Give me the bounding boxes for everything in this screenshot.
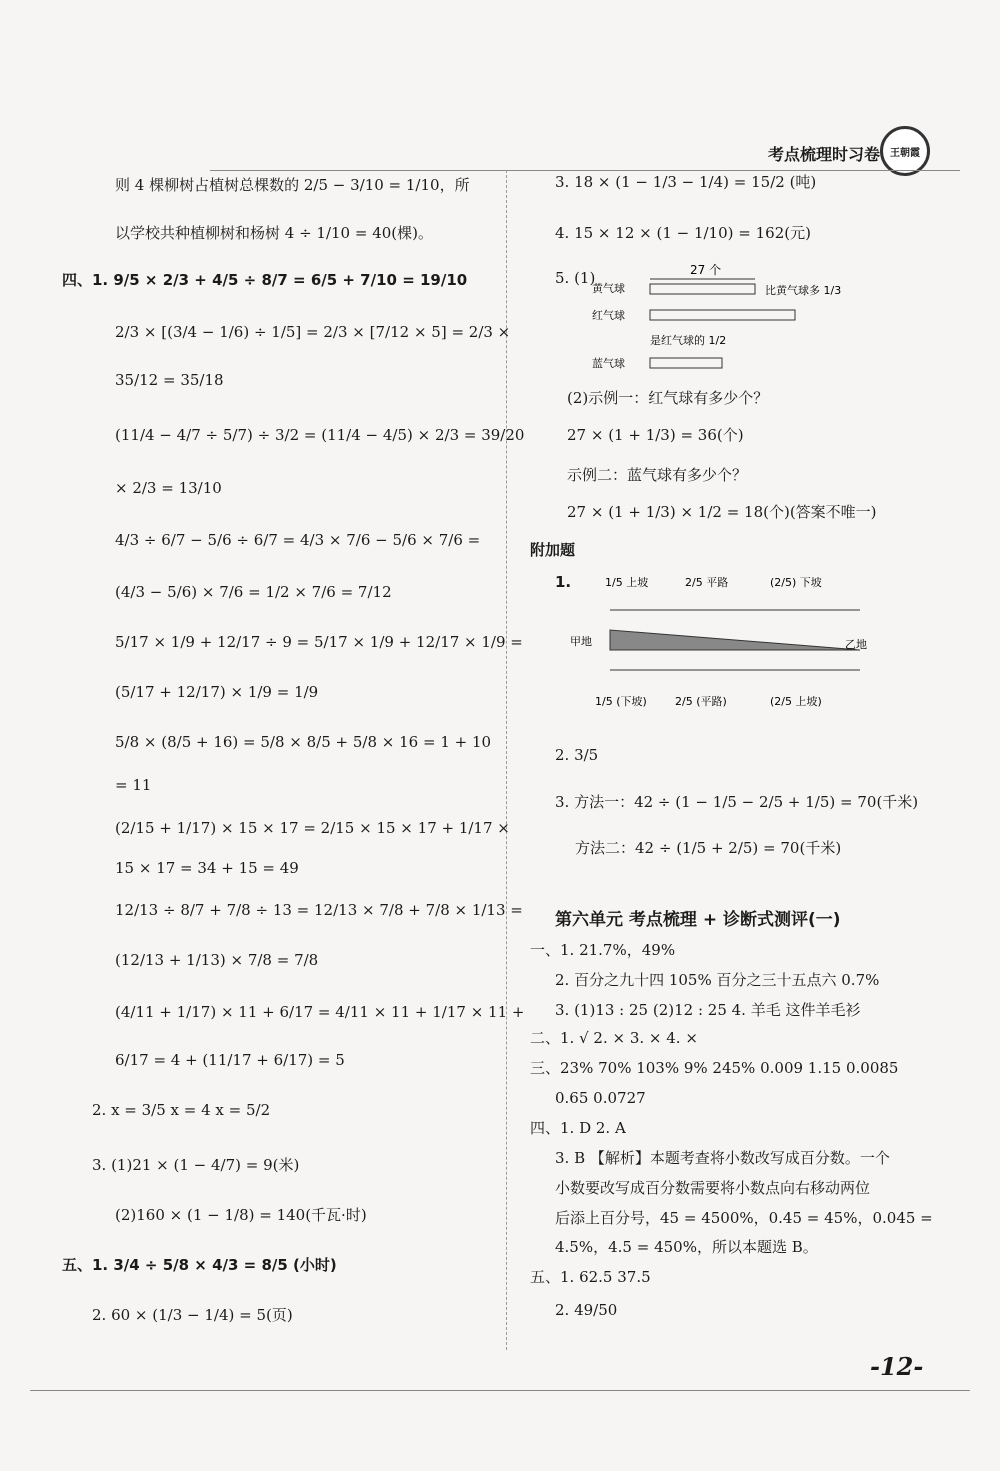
- s5-1: 五、1. 62.5 37.5: [530, 1268, 651, 1286]
- q4-1b: 2/3 × [(3/4 − 1/6) ÷ 1/5] = 2/3 × [7/12 × 5] = 2/3 ×: [115, 323, 511, 341]
- d2-e: 2/5 (平路): [675, 695, 727, 708]
- page-number: -12-: [870, 1352, 924, 1381]
- r5-2d: 27 × (1 + 1/3) × 1/2 = 18(个)(答案不唯一): [567, 503, 877, 521]
- q5-1: 五、1. 3/4 ÷ 5/8 × 4/3 = 8/5 (小时): [62, 1256, 337, 1274]
- r3: 3. 18 × (1 − 1/3 − 1/4) = 15/2 (吨): [555, 173, 817, 191]
- q4-1h: 5/17 × 1/9 + 12/17 ÷ 9 = 5/17 × 1/9 + 12/17 × 1/9 =: [115, 633, 523, 651]
- r5-2c: 示例二：蓝气球有多少个？: [567, 466, 748, 484]
- d2-end: 乙地: [845, 638, 867, 651]
- extra-1: 1.: [555, 573, 572, 591]
- q4-3b: (2)160 × (1 − 1/8) = 140(千瓦·时): [115, 1206, 367, 1224]
- q4-1p: (4/11 + 1/17) × 11 + 6/17 = 4/11 × 11 + 1/17 × 11 +: [115, 1003, 525, 1021]
- q4-1j: 5/8 × (8/5 + 16) = 5/8 × 8/5 + 5/8 × 16 = 1 + 10: [115, 733, 492, 751]
- header-title: 考点梳理时习卷: [767, 145, 880, 164]
- s4-3d: 4.5%，4.5 = 450%，所以本题选 B。: [555, 1238, 818, 1256]
- q4-1i: (5/17 + 12/17) × 1/9 = 1/9: [115, 683, 319, 701]
- q4-1a: 四、1. 9/5 × 2/3 + 4/5 ÷ 8/7 = 6/5 + 7/10 = 19/10: [62, 271, 468, 289]
- d1-half: 是红气球的 1/2: [650, 334, 727, 347]
- r5-2a: (2)示例一：红气球有多少个？: [567, 389, 769, 407]
- q4-1l: (2/15 + 1/17) × 15 × 17 = 2/15 × 15 × 17 + 1/17 ×: [115, 819, 510, 837]
- e3a: 3. 方法一：42 ÷ (1 − 1/5 − 2/5 + 1/5) = 70(千米): [555, 793, 919, 811]
- s1-1: 一、1. 21.7%，49%: [530, 941, 676, 959]
- s3a: 三、23% 70% 103% 9% 245% 0.009 1.15 0.0085: [530, 1059, 899, 1077]
- q4-1q: 6/17 = 4 + (11/17 + 6/17) = 5: [115, 1051, 345, 1069]
- q4-1c: 35/12 = 35/18: [115, 371, 224, 389]
- q4-1f: 4/3 ÷ 6/7 − 5/6 ÷ 6/7 = 4/3 × 7/6 − 5/6 × 7/6 =: [115, 531, 481, 549]
- s4-1: 四、1. D 2. A: [530, 1119, 626, 1137]
- page-header: [640, 110, 960, 165]
- left-line: 以学校共种植柳树和杨树 4 ÷ 1/10 = 40(棵)。: [115, 224, 433, 242]
- d1-yellow: 黄气球: [592, 282, 625, 295]
- left-line: 则 4 棵柳树占植树总棵数的 2/5 − 3/10 = 1/10，所: [115, 176, 470, 194]
- d2-b: 2/5 平路: [685, 576, 729, 589]
- column-divider: [506, 170, 507, 1350]
- s3b: 0.65 0.0727: [555, 1089, 646, 1107]
- s2: 二、1. √ 2. × 3. × 4. ×: [530, 1029, 698, 1047]
- extra-title: 附加题: [530, 541, 576, 559]
- d1-top: 27 个: [690, 263, 722, 277]
- unit6-title: 第六单元 考点梳理 + 诊断式测评(一): [555, 910, 841, 930]
- d2-start: 甲地: [570, 635, 592, 648]
- q4-1e: × 2/3 = 13/10: [115, 479, 222, 497]
- d1-more: 比黄气球多 1/3: [765, 284, 842, 297]
- r4: 4. 15 × 12 × (1 − 1/10) = 162(元): [555, 224, 811, 242]
- d2-d: 1/5 (下坡): [595, 695, 647, 708]
- d1-red: 红气球: [592, 309, 625, 322]
- s4-3b: 小数要改写成百分数需要将小数点向右移动两位: [555, 1179, 871, 1197]
- q4-1k: = 11: [115, 776, 152, 794]
- s4-3c: 后添上百分号，45 = 4500%，0.45 = 45%，0.045 =: [555, 1209, 933, 1227]
- q4-1n: 12/13 ÷ 8/7 + 7/8 ÷ 13 = 12/13 × 7/8 + 7/8 × 1/13 =: [115, 901, 523, 919]
- r5-2b: 27 × (1 + 1/3) = 36(个): [567, 426, 744, 444]
- d2-c: (2/5) 下坡: [770, 576, 822, 589]
- road-diagram: [570, 570, 870, 720]
- header-rule: [210, 170, 960, 171]
- q4-1g: (4/3 − 5/6) × 7/6 = 1/2 × 7/6 = 7/12: [115, 583, 392, 601]
- d2-a: 1/5 上坡: [605, 576, 649, 589]
- seal-logo: 王朝霞: [880, 126, 930, 176]
- s5-2: 2. 49/50: [555, 1301, 618, 1319]
- q4-1d: (11/4 − 4/7 ÷ 5/7) ÷ 3/2 = (11/4 − 4/5) × 2/3 = 39/20: [115, 426, 525, 444]
- q4-3a: 3. (1)21 × (1 − 4/7) = 9(米): [92, 1156, 300, 1174]
- r5: 5. (1): [555, 269, 596, 287]
- s1-2: 2. 百分之九十四 105% 百分之三十五点六 0.7%: [555, 971, 880, 989]
- e2: 2. 3/5: [555, 746, 599, 764]
- s1-3: 3. (1)13 : 25 (2)12 : 25 4. 羊毛 这件羊毛衫: [555, 1001, 861, 1019]
- d2-f: (2/5 上坡): [770, 695, 822, 708]
- q5-2: 2. 60 × (1/3 − 1/4) = 5(页): [92, 1306, 293, 1324]
- s4-3a: 3. B 【解析】本题考查将小数改写成百分数。一个: [555, 1149, 890, 1167]
- q4-1m: 15 × 17 = 34 + 15 = 49: [115, 859, 299, 877]
- q4-1o: (12/13 + 1/13) × 7/8 = 7/8: [115, 951, 319, 969]
- q4-2: 2. x = 3/5 x = 4 x = 5/2: [92, 1101, 271, 1119]
- bottom-rule: [30, 1390, 970, 1391]
- e3b: 方法二：42 ÷ (1/5 + 2/5) = 70(千米): [575, 839, 842, 857]
- d1-blue: 蓝气球: [592, 357, 625, 370]
- balloon-diagram: [590, 262, 870, 377]
